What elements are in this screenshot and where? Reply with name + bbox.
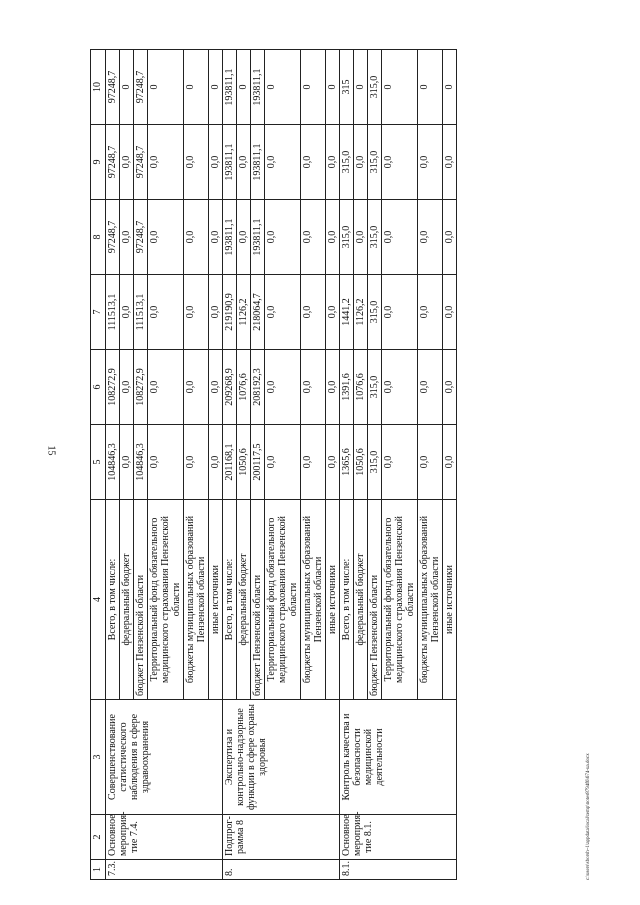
value-cell: 0: [265, 50, 301, 125]
value-cell: 108272,9: [106, 350, 120, 425]
value-cell: 0,0: [326, 275, 340, 350]
value-cell: 193811,1: [251, 50, 265, 125]
value-cell: 0,0: [443, 350, 457, 425]
value-cell: 0,0: [326, 125, 340, 200]
value-cell: 315,0: [368, 50, 382, 125]
value-cell: 0: [237, 50, 251, 125]
value-cell: 1050,6: [354, 425, 368, 500]
source-other-label: иные источники: [443, 500, 457, 700]
source-regional-label: бюджет Пензенской области: [134, 500, 148, 700]
value-cell: 0,0: [265, 350, 301, 425]
value-cell: 0,0: [265, 200, 301, 275]
value-cell: 0,0: [148, 350, 184, 425]
value-cell: 0,0: [443, 425, 457, 500]
value-cell: 0,0: [184, 200, 209, 275]
page-number: 15: [45, 445, 57, 456]
value-cell: 0,0: [148, 125, 184, 200]
value-cell: 0,0: [120, 350, 134, 425]
value-cell: 0,0: [443, 275, 457, 350]
value-cell: 1050,6: [237, 425, 251, 500]
value-cell: 209268,9: [223, 350, 237, 425]
source-regional-label: бюджет Пензенской области: [251, 500, 265, 700]
header-cell: 9: [91, 125, 106, 200]
value-cell: 1126,2: [354, 275, 368, 350]
value-cell: 0,0: [418, 200, 443, 275]
header-cell: 6: [91, 350, 106, 425]
value-cell: 315,0: [340, 125, 354, 200]
value-cell: 0,0: [418, 425, 443, 500]
source-municipal-label: бюджеты муниципальных образований Пензенской области: [418, 500, 443, 700]
header-cell: 5: [91, 425, 106, 500]
header-cell: 8: [91, 200, 106, 275]
block-number: 7.3.: [106, 860, 223, 880]
value-cell: 0,0: [354, 200, 368, 275]
value-cell: 108272,9: [134, 350, 148, 425]
source-regional-label: бюджет Пензенской области: [368, 500, 382, 700]
value-cell: 0: [301, 50, 326, 125]
value-cell: 0,0: [184, 125, 209, 200]
value-cell: 1076,6: [237, 350, 251, 425]
value-cell: 97248,7: [134, 200, 148, 275]
value-cell: 315,0: [340, 200, 354, 275]
value-cell: 104846,3: [134, 425, 148, 500]
source-tfoms-label: Территориальный фонд обязательного медицинского страхования Пензенской области: [382, 500, 418, 700]
source-total-label: Всего, в том числе:: [223, 500, 237, 700]
header-cell: 1: [91, 860, 106, 880]
value-cell: 0: [326, 50, 340, 125]
value-cell: 0: [443, 50, 457, 125]
source-federal-label: федеральный бюджет: [237, 500, 251, 700]
header-row: [91, 50, 106, 880]
value-cell: 97248,7: [134, 50, 148, 125]
block-type: Подпрог-рамма 8: [223, 815, 340, 860]
value-cell: 97248,7: [106, 125, 120, 200]
value-cell: 0,0: [265, 425, 301, 500]
value-cell: 0,0: [184, 425, 209, 500]
value-cell: 0,0: [209, 125, 223, 200]
value-cell: 0,0: [148, 275, 184, 350]
block-type: Основное мероприя-тие 8.1.: [340, 815, 457, 860]
value-cell: 218064,7: [251, 275, 265, 350]
value-cell: 0,0: [120, 125, 134, 200]
value-cell: 1365,6: [340, 425, 354, 500]
value-cell: 0,0: [184, 350, 209, 425]
header-cell: 2: [91, 815, 106, 860]
source-tfoms-label: Территориальный фонд обязательного медицинского страхования Пензенской области: [265, 500, 301, 700]
value-cell: 0,0: [209, 425, 223, 500]
value-cell: 0,0: [326, 200, 340, 275]
value-cell: 0,0: [265, 275, 301, 350]
value-cell: 0,0: [301, 275, 326, 350]
value-cell: 0,0: [382, 350, 418, 425]
block-number: 8.: [223, 860, 340, 880]
block-name: Контроль качества и безопасности медицинской деятельности: [340, 700, 457, 815]
source-other-label: иные источники: [326, 500, 340, 700]
value-cell: 0,0: [326, 425, 340, 500]
value-cell: 315,0: [368, 425, 382, 500]
value-cell: 0,0: [301, 125, 326, 200]
value-cell: 193811,1: [223, 50, 237, 125]
source-total-label: Всего, в том числе:: [340, 500, 354, 700]
budget-table: [90, 49, 457, 880]
value-cell: 0: [148, 50, 184, 125]
header-cell: 3: [91, 700, 106, 815]
value-cell: 315,0: [368, 125, 382, 200]
value-cell: 0,0: [209, 275, 223, 350]
value-cell: 0: [120, 50, 134, 125]
value-cell: 111513,1: [106, 275, 120, 350]
table-row: [106, 50, 120, 880]
value-cell: 97248,7: [106, 50, 120, 125]
block-name: Совершенствование статистического наблюдения в сфере здравоохранения: [106, 700, 223, 815]
value-cell: 0,0: [382, 275, 418, 350]
value-cell: 1441,2: [340, 275, 354, 350]
value-cell: 0,0: [443, 125, 457, 200]
source-municipal-label: бюджеты муниципальных образований Пензенской области: [184, 500, 209, 700]
value-cell: 0,0: [354, 125, 368, 200]
value-cell: 0,0: [209, 350, 223, 425]
footer-file-path: c:\users\sborsh~1\appdata\local\temp\notes8794f6\674-ua.docx: [586, 753, 591, 880]
table-row: [340, 50, 354, 880]
value-cell: 0,0: [443, 200, 457, 275]
value-cell: 0: [418, 50, 443, 125]
header-cell: 7: [91, 275, 106, 350]
value-cell: 219190,9: [223, 275, 237, 350]
value-cell: 0: [354, 50, 368, 125]
source-municipal-label: бюджеты муниципальных образований Пензенской области: [301, 500, 326, 700]
table-row: [223, 50, 237, 880]
value-cell: 0,0: [209, 200, 223, 275]
value-cell: 193811,1: [251, 125, 265, 200]
value-cell: 315,0: [368, 200, 382, 275]
value-cell: 0,0: [237, 125, 251, 200]
source-tfoms-label: Территориальный фонд обязательного медицинского страхования Пензенской области: [148, 500, 184, 700]
value-cell: 1126,2: [237, 275, 251, 350]
value-cell: 97248,7: [106, 200, 120, 275]
source-federal-label: федеральный бюджет: [354, 500, 368, 700]
value-cell: 1076,6: [354, 350, 368, 425]
value-cell: 0,0: [237, 200, 251, 275]
value-cell: 0: [209, 50, 223, 125]
source-total-label: Всего, в том числе:: [106, 500, 120, 700]
value-cell: 315,0: [368, 275, 382, 350]
value-cell: 1391,6: [340, 350, 354, 425]
value-cell: 208192,3: [251, 350, 265, 425]
value-cell: 200117,5: [251, 425, 265, 500]
value-cell: 0,0: [148, 200, 184, 275]
value-cell: 193811,1: [223, 125, 237, 200]
value-cell: 0,0: [418, 125, 443, 200]
value-cell: 193811,1: [223, 200, 237, 275]
header-cell: 10: [91, 50, 106, 125]
value-cell: 0,0: [265, 125, 301, 200]
value-cell: 0,0: [418, 275, 443, 350]
value-cell: 0,0: [301, 350, 326, 425]
value-cell: 193811,1: [251, 200, 265, 275]
block-name: Экспертиза и контрольно-надзорные функции в сфере охраны здоровья: [223, 700, 340, 815]
value-cell: 0,0: [326, 350, 340, 425]
value-cell: 0,0: [148, 425, 184, 500]
value-cell: 104846,3: [106, 425, 120, 500]
block-type: Основное мероприя-тие 7.4.: [106, 815, 223, 860]
value-cell: 0: [184, 50, 209, 125]
value-cell: 111513,1: [134, 275, 148, 350]
value-cell: 0,0: [382, 200, 418, 275]
rotated-table-container: [90, 50, 610, 880]
value-cell: 0,0: [120, 200, 134, 275]
source-other-label: иные источники: [209, 500, 223, 700]
value-cell: 201168,1: [223, 425, 237, 500]
source-federal-label: федеральный бюджет: [120, 500, 134, 700]
value-cell: 315,0: [368, 350, 382, 425]
value-cell: 0,0: [184, 275, 209, 350]
value-cell: 97248,7: [134, 125, 148, 200]
value-cell: 0,0: [120, 275, 134, 350]
value-cell: 315: [340, 50, 354, 125]
value-cell: 0: [382, 50, 418, 125]
value-cell: 0,0: [382, 125, 418, 200]
value-cell: 0,0: [120, 425, 134, 500]
value-cell: 0,0: [301, 425, 326, 500]
header-cell: 4: [91, 500, 106, 700]
block-number: 8.1.: [340, 860, 457, 880]
value-cell: 0,0: [382, 425, 418, 500]
value-cell: 0,0: [418, 350, 443, 425]
value-cell: 0,0: [301, 200, 326, 275]
